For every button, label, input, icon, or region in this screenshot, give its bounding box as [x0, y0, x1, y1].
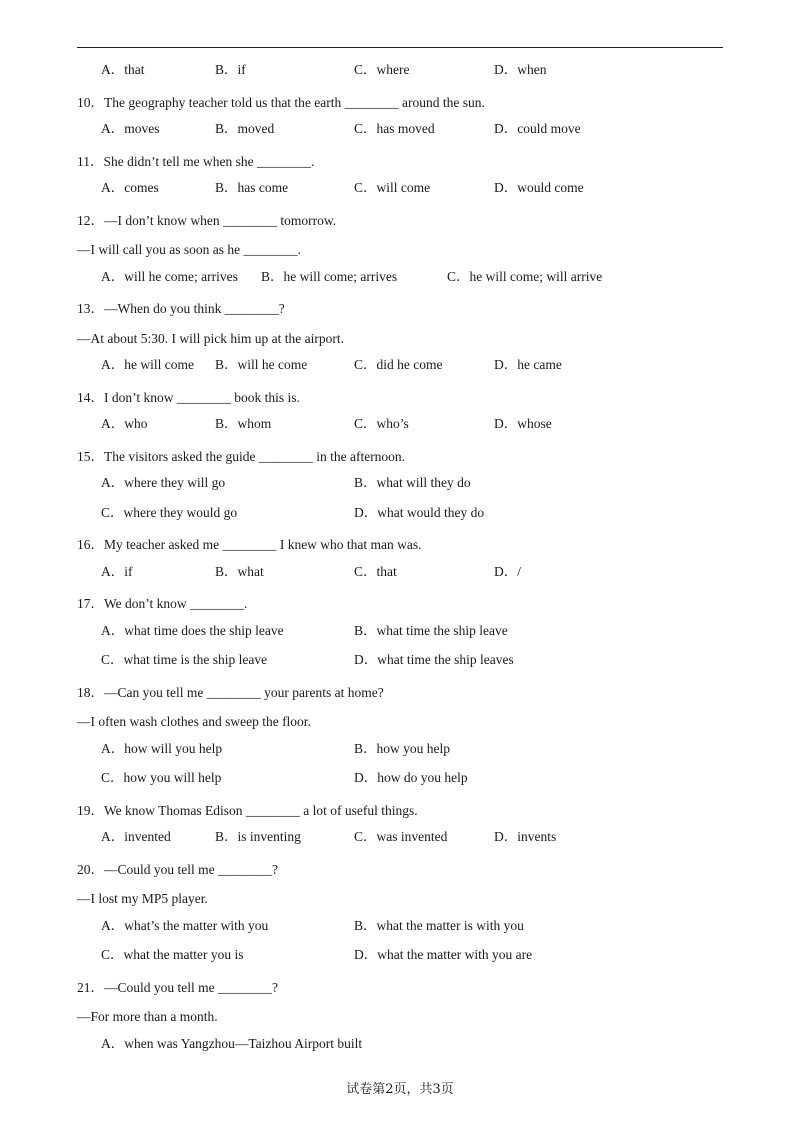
question-19-options — [0, 825, 800, 855]
question-20-reply: —I lost my MP5 player. — [77, 891, 208, 906]
question-12-reply: —I will call you as soon as he ________. — [77, 242, 301, 257]
question-list — [0, 58, 800, 1061]
question-11-stem: 11．She didn’t tell me when she ________. — [77, 153, 315, 169]
option-c: C．was invented — [354, 829, 448, 844]
question-18-options-row2 — [0, 766, 800, 796]
option-b: B．whom — [215, 416, 272, 431]
question-15-options-row1 — [0, 471, 800, 501]
option-c: C．has moved — [354, 121, 435, 136]
option-b: B．what will they do — [354, 475, 471, 490]
question-19-stem: 19．We know Thomas Edison ________ a lot of useful things. — [77, 802, 418, 818]
question-10-stem: 10．The geography teacher told us that the earth ________ around the sun. — [77, 94, 485, 110]
option-a: A．who — [101, 416, 148, 431]
option-d: D．how do you help — [354, 770, 468, 785]
option-b: B．what time the ship leave — [354, 622, 508, 638]
option-b: B．is inventing — [215, 829, 301, 844]
question-13-reply: —At about 5:30. I will pick him up at the airport. — [77, 330, 344, 346]
option-a: A．what’s the matter with you — [101, 917, 269, 933]
question-18-options-row1 — [0, 737, 800, 767]
question-17-stem: 17．We don’t know ________. — [77, 596, 248, 611]
question-20-stem: 20．—Could you tell me ________? — [77, 861, 278, 877]
option-c: C．did he come — [354, 357, 443, 372]
option-c: C．where — [354, 62, 410, 77]
option-d: D．would come — [494, 180, 584, 195]
option-d: D．invents — [494, 829, 557, 844]
option-a: A．that — [101, 62, 145, 77]
option-b: B．how you help — [354, 740, 450, 756]
option-a: A．when was Yangzhou—Taizhou Airport built — [101, 1035, 363, 1051]
question-15-options-row2 — [0, 501, 800, 531]
option-a: A．if — [101, 563, 133, 579]
question-20-options-row1 — [0, 914, 800, 944]
question-16-options — [0, 560, 800, 590]
question-10-options — [0, 117, 800, 147]
option-a: A．comes — [101, 180, 159, 195]
question-14-stem: 14．I don’t know ________ book this is. — [77, 389, 300, 405]
question-20-options-row2 — [0, 943, 800, 973]
question-17-options-row1 — [0, 619, 800, 649]
option-d: D．what would they do — [354, 504, 485, 520]
option-a: A．he will come — [101, 357, 194, 372]
option-c: C．where they would go — [101, 504, 238, 520]
question-16-stem: 16．My teacher asked me ________ I knew who that man was. — [77, 537, 422, 552]
option-d: D．what time the ship leaves — [354, 652, 514, 667]
option-a: A．will he come; arrives — [101, 268, 238, 284]
option-d: D．when — [494, 62, 547, 77]
option-c: C．that — [354, 563, 397, 579]
option-b: B．what the matter is with you — [354, 917, 524, 933]
option-b: B．moved — [215, 121, 275, 136]
option-c: C．what time is the ship leave — [101, 652, 268, 667]
option-b: B．what — [215, 563, 264, 579]
question-18-stem: 18．—Can you tell me ________ your parents at home? — [77, 684, 384, 700]
option-d: D．whose — [494, 416, 552, 431]
option-c: C．what the matter you is — [101, 947, 244, 962]
question-12-options — [0, 265, 800, 295]
option-a: A．invented — [101, 829, 171, 844]
question-13-options — [0, 353, 800, 383]
option-c: C．who’s — [354, 416, 409, 431]
option-d: D．he came — [494, 357, 562, 372]
question-17-options-row2 — [0, 648, 800, 678]
option-c: C．will come — [354, 180, 431, 195]
question-12-stem: 12．—I don’t know when ________ tomorrow. — [77, 212, 337, 228]
header-rule — [77, 47, 723, 48]
question-21-stem: 21．—Could you tell me ________? — [77, 979, 278, 995]
option-b: B．will he come — [215, 357, 308, 372]
page-footer: 试卷第2页，共3页 — [346, 1082, 454, 1097]
option-a: A．how will you help — [101, 740, 223, 756]
option-a: A．moves — [101, 121, 160, 136]
question-9-options — [0, 58, 800, 88]
option-b: B．if — [215, 62, 246, 77]
question-18-reply: —I often wash clothes and sweep the floor. — [77, 714, 311, 729]
question-13-stem: 13．—When do you think ________? — [77, 301, 285, 316]
option-a: A．where they will go — [101, 475, 226, 490]
option-c: C．how you will help — [101, 770, 222, 785]
option-d: D．what the matter with you are — [354, 947, 533, 962]
option-b: B．has come — [215, 180, 289, 195]
option-d: D．/ — [494, 563, 521, 579]
option-d: D．could move — [494, 121, 581, 136]
question-11-options — [0, 176, 800, 206]
question-14-options — [0, 412, 800, 442]
question-15-stem: 15．The visitors asked the guide ________ in the afternoon. — [77, 448, 406, 464]
option-b: B．he will come; arrives — [261, 268, 398, 284]
option-c: C．he will come; will arrive — [447, 268, 603, 284]
question-21-options — [0, 1032, 800, 1062]
option-a: A．what time does the ship leave — [101, 622, 284, 638]
question-21-reply: —For more than a month. — [77, 1009, 218, 1024]
